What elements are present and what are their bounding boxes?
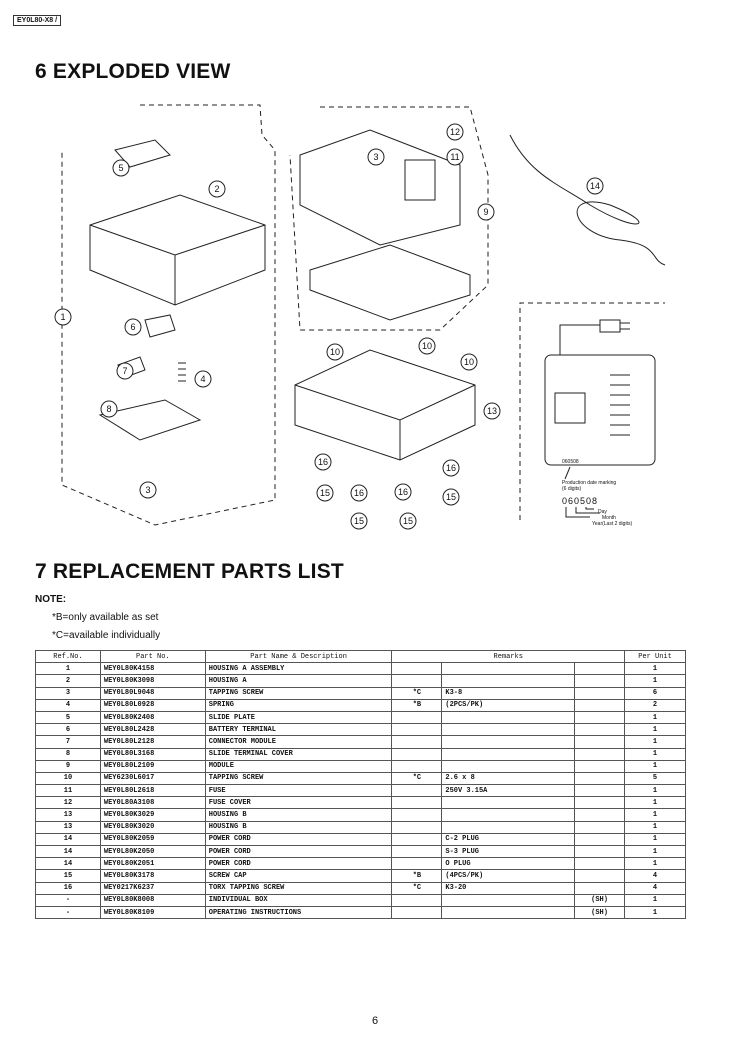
table-row bbox=[36, 894, 686, 906]
cell-remark-extra bbox=[575, 821, 625, 833]
cell-ref: 12 bbox=[36, 797, 101, 809]
cell-remark-flag bbox=[392, 675, 442, 687]
header-name: Part Name & Description bbox=[205, 651, 392, 663]
callout-label: 13 bbox=[486, 406, 498, 416]
cell-per-unit: 1 bbox=[625, 858, 686, 870]
cell-part-no: WEY0L80L0928 bbox=[100, 699, 205, 711]
callout-label: 8 bbox=[106, 404, 112, 414]
callout-label: 1 bbox=[60, 312, 66, 322]
cell-part-no: WEY0L80L3168 bbox=[100, 748, 205, 760]
cell-remark-extra bbox=[575, 785, 625, 797]
table-row bbox=[36, 772, 686, 784]
unit-code: 060508 bbox=[562, 459, 579, 465]
cell-remark bbox=[442, 736, 575, 748]
cell-remark-extra bbox=[575, 772, 625, 784]
cell-ref: - bbox=[36, 894, 101, 906]
cell-ref: 5 bbox=[36, 711, 101, 723]
cell-ref: 15 bbox=[36, 870, 101, 882]
cell-remark-extra bbox=[575, 687, 625, 699]
cell-remark bbox=[442, 906, 575, 918]
cell-part-no: WEY0L80L9048 bbox=[100, 687, 205, 699]
cell-ref: 9 bbox=[36, 760, 101, 772]
cell-remark: C-2 PLUG bbox=[442, 833, 575, 845]
header-remarks: Remarks bbox=[392, 651, 625, 663]
cell-remark-flag: *B bbox=[392, 870, 442, 882]
cell-ref: 4 bbox=[36, 699, 101, 711]
cell-per-unit: 1 bbox=[625, 846, 686, 858]
cell-remark-flag bbox=[392, 846, 442, 858]
table-row bbox=[36, 821, 686, 833]
battery-terminal-drawing bbox=[145, 315, 175, 337]
callout-label: 11 bbox=[450, 152, 460, 162]
cell-name: POWER CORD bbox=[205, 846, 392, 858]
callout-label: 16 bbox=[397, 487, 409, 497]
cell-remark bbox=[442, 724, 575, 736]
cell-per-unit: 1 bbox=[625, 821, 686, 833]
cell-name: TAPPING SCREW bbox=[205, 772, 392, 784]
cell-part-no: WEY0L80L2428 bbox=[100, 724, 205, 736]
cell-remark: O PLUG bbox=[442, 858, 575, 870]
cell-remark-flag bbox=[392, 797, 442, 809]
cell-per-unit: 1 bbox=[625, 894, 686, 906]
cell-part-no: WEY0L80K8008 bbox=[100, 894, 205, 906]
cell-per-unit: 1 bbox=[625, 797, 686, 809]
cell-name: POWER CORD bbox=[205, 833, 392, 845]
table-row bbox=[36, 785, 686, 797]
cell-name: FUSE bbox=[205, 785, 392, 797]
marking-label: Production date marking bbox=[562, 480, 617, 486]
cell-remark-extra bbox=[575, 663, 625, 675]
cell-name: HOUSING B bbox=[205, 809, 392, 821]
table-row bbox=[36, 663, 686, 675]
cell-remark-extra bbox=[575, 882, 625, 894]
table-row bbox=[36, 870, 686, 882]
spring-drawing bbox=[178, 363, 186, 381]
cell-per-unit: 1 bbox=[625, 675, 686, 687]
cell-ref: 14 bbox=[36, 846, 101, 858]
cell-part-no: WEY0L80K4158 bbox=[100, 663, 205, 675]
cell-remark bbox=[442, 894, 575, 906]
callout-label: 5 bbox=[118, 163, 124, 173]
cell-per-unit: 1 bbox=[625, 833, 686, 845]
cell-per-unit: 1 bbox=[625, 906, 686, 918]
cell-ref: 14 bbox=[36, 833, 101, 845]
cell-ref: 8 bbox=[36, 748, 101, 760]
module-plate-drawing bbox=[310, 245, 470, 320]
cell-per-unit: 1 bbox=[625, 724, 686, 736]
cell-part-no: WEY0L80K3098 bbox=[100, 675, 205, 687]
cell-remark-flag: *C bbox=[392, 687, 442, 699]
model-label: EY0L80-X8 / bbox=[13, 15, 61, 26]
table-row bbox=[36, 906, 686, 918]
cell-remark-extra bbox=[575, 833, 625, 845]
header-per-unit: Per Unit bbox=[625, 651, 686, 663]
note-c: *C=available individually bbox=[52, 630, 161, 641]
cell-per-unit: 1 bbox=[625, 736, 686, 748]
cell-remark-extra bbox=[575, 724, 625, 736]
cell-per-unit: 4 bbox=[625, 882, 686, 894]
cell-remark-flag bbox=[392, 760, 442, 772]
cell-remark-flag bbox=[392, 785, 442, 797]
header-ref: Ref.No. bbox=[36, 651, 101, 663]
cell-remark: K3-8 bbox=[442, 687, 575, 699]
cell-name: INDIVIDUAL BOX bbox=[205, 894, 392, 906]
page-number: 6 bbox=[371, 1015, 379, 1027]
cell-ref: 14 bbox=[36, 858, 101, 870]
callout-label: 15 bbox=[353, 516, 365, 526]
header-part-no: Part No. bbox=[100, 651, 205, 663]
table-row bbox=[36, 797, 686, 809]
cell-name: POWER CORD bbox=[205, 858, 392, 870]
table-row bbox=[36, 809, 686, 821]
cell-remark bbox=[442, 821, 575, 833]
cell-per-unit: 1 bbox=[625, 663, 686, 675]
cell-remark-flag: *B bbox=[392, 699, 442, 711]
cell-ref: 16 bbox=[36, 882, 101, 894]
table-row bbox=[36, 748, 686, 760]
callout-label: 3 bbox=[145, 485, 151, 495]
cell-ref: 3 bbox=[36, 687, 101, 699]
cell-per-unit: 1 bbox=[625, 748, 686, 760]
group-outline-module bbox=[290, 107, 488, 330]
cell-part-no: WEY0L80K2050 bbox=[100, 846, 205, 858]
cell-part-no: WEY0L80K2051 bbox=[100, 858, 205, 870]
cell-remark: (2PCS/PK) bbox=[442, 699, 575, 711]
cell-part-no: WEY0L80L2128 bbox=[100, 736, 205, 748]
charger-bottom-drawing bbox=[545, 355, 655, 465]
cell-part-no: WEY0L80K8109 bbox=[100, 906, 205, 918]
cell-remark-flag bbox=[392, 809, 442, 821]
callout-label: 15 bbox=[319, 488, 331, 498]
cell-name: SLIDE TERMINAL COVER bbox=[205, 748, 392, 760]
table-row bbox=[36, 699, 686, 711]
cell-name: CONNECTOR MODULE bbox=[205, 736, 392, 748]
cell-remark-flag bbox=[392, 724, 442, 736]
cell-per-unit: 4 bbox=[625, 870, 686, 882]
cell-ref: 13 bbox=[36, 821, 101, 833]
cell-remark-extra bbox=[575, 846, 625, 858]
cell-name: HOUSING A bbox=[205, 675, 392, 687]
cell-remark-extra: (SH) bbox=[575, 906, 625, 918]
cell-part-no: WEY0L80K3029 bbox=[100, 809, 205, 821]
parts-table bbox=[35, 650, 686, 919]
cell-remark-extra bbox=[575, 675, 625, 687]
cell-remark: 250V 3.15A bbox=[442, 785, 575, 797]
marking-sub: (6 digits) bbox=[562, 486, 582, 492]
callout-label: 10 bbox=[329, 347, 341, 357]
cell-remark: (4PCS/PK) bbox=[442, 870, 575, 882]
callout-label: 16 bbox=[353, 488, 365, 498]
cell-remark-extra: (SH) bbox=[575, 894, 625, 906]
cell-remark bbox=[442, 663, 575, 675]
callout-label: 6 bbox=[130, 322, 136, 332]
housing-b-drawing bbox=[295, 350, 475, 460]
callout-label: 14 bbox=[589, 181, 601, 191]
module-drawing bbox=[300, 130, 460, 245]
day-label: Day bbox=[598, 509, 607, 515]
cell-remark bbox=[442, 809, 575, 821]
cell-per-unit: 1 bbox=[625, 760, 686, 772]
cell-ref: 13 bbox=[36, 809, 101, 821]
table-row bbox=[36, 711, 686, 723]
cell-part-no: WEY0L80L2618 bbox=[100, 785, 205, 797]
cell-per-unit: 1 bbox=[625, 809, 686, 821]
table-row bbox=[36, 858, 686, 870]
cell-remark bbox=[442, 760, 575, 772]
cell-remark-extra bbox=[575, 760, 625, 772]
callout-label: 15 bbox=[402, 516, 414, 526]
cell-remark-flag bbox=[392, 748, 442, 760]
year-label: Year(Last 2 digits) bbox=[592, 521, 633, 527]
cell-remark-extra bbox=[575, 748, 625, 760]
cell-name: BATTERY TERMINAL bbox=[205, 724, 392, 736]
callout-label: 10 bbox=[421, 341, 433, 351]
cell-ref: 1 bbox=[36, 663, 101, 675]
date-code: 060508 bbox=[562, 496, 599, 506]
cell-ref: 6 bbox=[36, 724, 101, 736]
cell-part-no: WEY0L80K2059 bbox=[100, 833, 205, 845]
month-label: Month bbox=[602, 515, 616, 521]
cell-name: OPERATING INSTRUCTIONS bbox=[205, 906, 392, 918]
note-title: NOTE: bbox=[35, 594, 67, 605]
cell-part-no: WEY0L80L2109 bbox=[100, 760, 205, 772]
table-row bbox=[36, 846, 686, 858]
cell-part-no: WEY0L80K3020 bbox=[100, 821, 205, 833]
cell-remark-flag bbox=[392, 858, 442, 870]
callout-label: 2 bbox=[214, 184, 220, 194]
cell-remark bbox=[442, 748, 575, 760]
exploded-view-diagram bbox=[0, 95, 750, 535]
cell-remark-flag bbox=[392, 736, 442, 748]
cell-remark-extra bbox=[575, 809, 625, 821]
cell-per-unit: 6 bbox=[625, 687, 686, 699]
cell-per-unit: 1 bbox=[625, 785, 686, 797]
callout-label: 9 bbox=[483, 207, 489, 217]
cell-per-unit: 5 bbox=[625, 772, 686, 784]
group-outline-inset bbox=[520, 303, 665, 520]
table-row bbox=[36, 760, 686, 772]
cell-name: HOUSING B bbox=[205, 821, 392, 833]
cell-remark-extra bbox=[575, 797, 625, 809]
cell-part-no: WEY6230L6017 bbox=[100, 772, 205, 784]
cell-remark: 2.6 x 8 bbox=[442, 772, 575, 784]
cell-remark: K3-20 bbox=[442, 882, 575, 894]
callout-label: 16 bbox=[317, 457, 329, 467]
cell-remark bbox=[442, 711, 575, 723]
cell-remark-flag bbox=[392, 821, 442, 833]
note-b: *B=only available as set bbox=[52, 612, 159, 623]
callout-label: 4 bbox=[200, 374, 206, 384]
cell-remark-flag bbox=[392, 711, 442, 723]
cell-remark-extra bbox=[575, 736, 625, 748]
section-title-exploded-view: 6 EXPLODED VIEW bbox=[35, 60, 231, 83]
cell-name: TORX TAPPING SCREW bbox=[205, 882, 392, 894]
cell-remark-extra bbox=[575, 858, 625, 870]
cell-name: SCREW CAP bbox=[205, 870, 392, 882]
cell-per-unit: 2 bbox=[625, 699, 686, 711]
housing-a-drawing bbox=[90, 195, 265, 305]
callout-label: 10 bbox=[463, 357, 475, 367]
callout-label: 3 bbox=[373, 152, 379, 162]
cell-ref: - bbox=[36, 906, 101, 918]
table-row bbox=[36, 736, 686, 748]
cell-remark-flag: *C bbox=[392, 772, 442, 784]
cell-per-unit: 1 bbox=[625, 711, 686, 723]
cell-part-no: WEY0L80K3178 bbox=[100, 870, 205, 882]
cell-name: MODULE bbox=[205, 760, 392, 772]
table-row bbox=[36, 687, 686, 699]
cell-name: TAPPING SCREW bbox=[205, 687, 392, 699]
cell-remark-flag bbox=[392, 894, 442, 906]
cell-part-no: WEY0L80K2408 bbox=[100, 711, 205, 723]
cell-ref: 10 bbox=[36, 772, 101, 784]
table-row bbox=[36, 882, 686, 894]
cell-remark-flag: *C bbox=[392, 882, 442, 894]
table-row bbox=[36, 675, 686, 687]
cell-remark-extra bbox=[575, 711, 625, 723]
cell-remark-flag bbox=[392, 663, 442, 675]
cell-name: FUSE COVER bbox=[205, 797, 392, 809]
table-row bbox=[36, 833, 686, 845]
cell-part-no: WEY0L80A3108 bbox=[100, 797, 205, 809]
cell-ref: 7 bbox=[36, 736, 101, 748]
cell-name: HOUSING A ASSEMBLY bbox=[205, 663, 392, 675]
cell-ref: 2 bbox=[36, 675, 101, 687]
callout-label: 15 bbox=[445, 492, 457, 502]
cell-remark-flag bbox=[392, 833, 442, 845]
cell-name: SLIDE PLATE bbox=[205, 711, 392, 723]
cell-remark bbox=[442, 675, 575, 687]
cell-remark: S-3 PLUG bbox=[442, 846, 575, 858]
table-row bbox=[36, 724, 686, 736]
cell-ref: 11 bbox=[36, 785, 101, 797]
cell-name: SPRING bbox=[205, 699, 392, 711]
cell-remark-extra bbox=[575, 699, 625, 711]
section-title-parts-list: 7 REPLACEMENT PARTS LIST bbox=[35, 560, 344, 583]
cell-remark bbox=[442, 797, 575, 809]
cell-part-no: WEY0217K6237 bbox=[100, 882, 205, 894]
cell-remark-flag bbox=[392, 906, 442, 918]
callout-label: 16 bbox=[445, 463, 457, 473]
callout-label: 12 bbox=[449, 127, 461, 137]
table-header bbox=[36, 651, 686, 663]
cell-remark-extra bbox=[575, 870, 625, 882]
callout-label: 7 bbox=[122, 366, 128, 376]
power-cord-drawing bbox=[510, 135, 665, 265]
